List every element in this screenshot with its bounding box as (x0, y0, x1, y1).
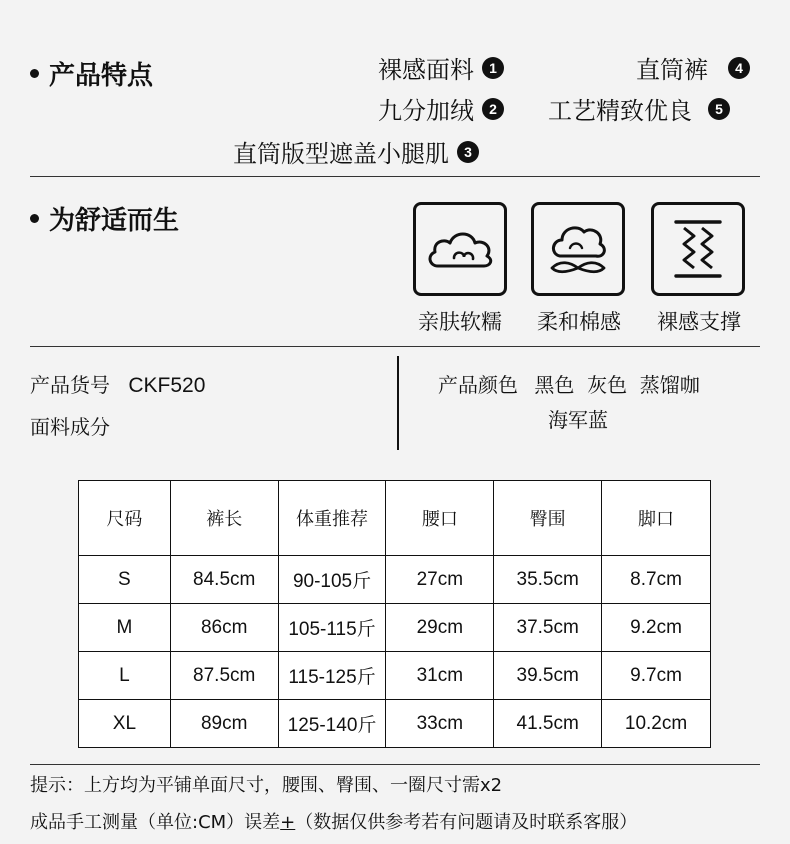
table-row (79, 700, 711, 748)
color-list: 黑色 灰色 蒸馏咖 (534, 373, 700, 397)
sku-label: 产品货号 (30, 373, 110, 397)
cloud-icon (413, 202, 507, 296)
table-cell: 84.5cm (170, 556, 278, 604)
note-line-2: 成品手工测量（单位:CM）误差+（数据仅供参考若有问题请及时联系客服） (30, 812, 638, 833)
table-cell: 90-105斤 (278, 556, 386, 604)
number-badge-icon: 5 (708, 98, 730, 120)
feature-item-3: 直筒版型遮盖小腿肌 3 (233, 134, 479, 169)
feature-item-1: 裸感面料 1 (378, 50, 504, 85)
comfort-title: 为舒适而生 (30, 200, 179, 237)
number-badge-icon: 4 (728, 57, 750, 79)
number-badge-icon: 2 (482, 98, 504, 120)
table-row (79, 556, 711, 604)
spring-icon (651, 202, 745, 296)
icon-label-soft: 亲肤软糯 (418, 310, 502, 334)
table-cell: M (79, 604, 171, 652)
table-cell: 27cm (386, 556, 494, 604)
table-cell: S (79, 556, 171, 604)
table-cell: 35.5cm (494, 556, 602, 604)
bullet-icon (30, 69, 39, 78)
table-cell: 87.5cm (170, 652, 278, 700)
table-cell: 10.2cm (602, 700, 711, 748)
color-row (438, 369, 700, 398)
cotton-icon (531, 202, 625, 296)
divider (30, 764, 760, 765)
number-badge-icon: 1 (482, 57, 504, 79)
sku-value: CKF520 (128, 374, 206, 397)
table-cell: 89cm (170, 700, 278, 748)
table-header-row (79, 481, 711, 556)
table-cell: 31cm (386, 652, 494, 700)
table-cell: 9.7cm (602, 652, 711, 700)
icon-label-support: 裸感支撑 (657, 310, 741, 334)
feature-item-4: 直筒裤 4 (636, 50, 750, 85)
size-table (78, 480, 711, 748)
feature-item-2: 九分加绒 2 (378, 91, 504, 126)
table-cell: 39.5cm (494, 652, 602, 700)
table-header-cell: 尺码 (79, 481, 171, 556)
divider (30, 346, 760, 347)
table-cell: 29cm (386, 604, 494, 652)
table-cell: 105-115斤 (278, 604, 386, 652)
table-cell: XL (79, 700, 171, 748)
fabric-label: 面料成分 (30, 415, 110, 439)
color-label: 产品颜色 (438, 373, 518, 397)
table-row (79, 604, 711, 652)
tolerance-sign: + (280, 812, 296, 833)
table-cell: 125-140斤 (278, 700, 386, 748)
number-badge-icon: 3 (457, 141, 479, 163)
table-cell: 115-125斤 (278, 652, 386, 700)
table-header-cell: 体重推荐 (278, 481, 386, 556)
icon-label-cotton: 柔和棉感 (537, 310, 621, 334)
color-list-extra: 海军蓝 (548, 408, 608, 432)
table-cell: 86cm (170, 604, 278, 652)
table-row (79, 652, 711, 700)
sku-row (30, 369, 205, 398)
divider (30, 176, 760, 177)
feature-item-5: 工艺精致优良 5 (548, 91, 730, 126)
table-header-cell: 脚口 (602, 481, 711, 556)
vertical-divider (397, 356, 399, 450)
table-cell: L (79, 652, 171, 700)
table-cell: 41.5cm (494, 700, 602, 748)
table-cell: 33cm (386, 700, 494, 748)
table-cell: 8.7cm (602, 556, 711, 604)
table-cell: 37.5cm (494, 604, 602, 652)
table-header-cell: 腰口 (386, 481, 494, 556)
table-header-cell: 臀围 (494, 481, 602, 556)
table-header-cell: 裤长 (170, 481, 278, 556)
table-cell: 9.2cm (602, 604, 711, 652)
bullet-icon (30, 214, 39, 223)
features-title: 产品特点 (30, 55, 153, 92)
note-line-1: 提示：上方均为平铺单面尺寸，腰围、臀围、一圈尺寸需x2 (30, 775, 503, 796)
